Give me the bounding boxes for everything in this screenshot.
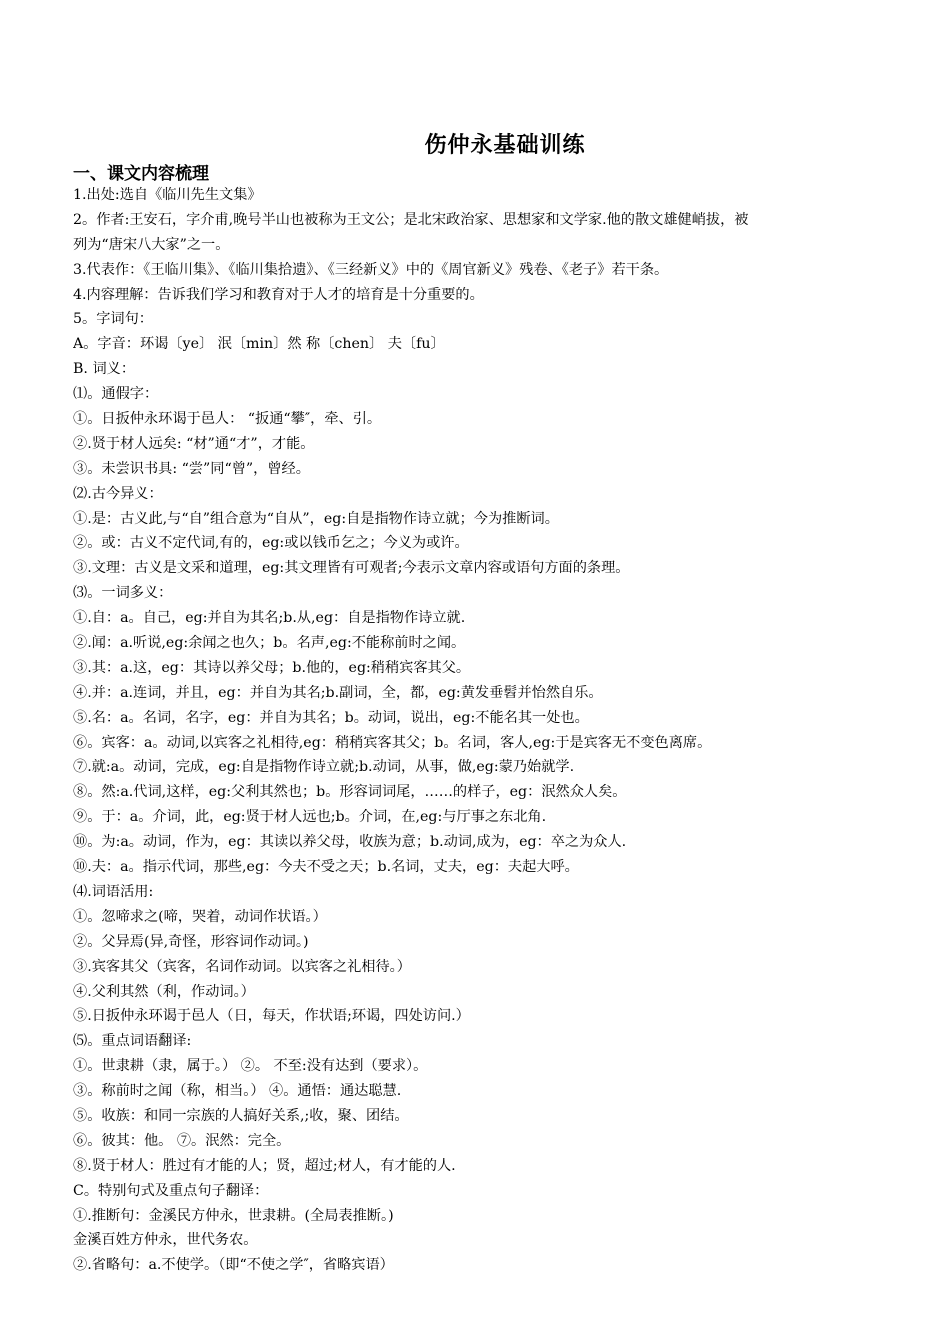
section-heading: 一、课文内容梳理 [73, 164, 209, 184]
text-line: ③.其：a.这，eg：其诗以养父母；b.他的，eg:稍稍宾客其父。 [73, 659, 471, 676]
text-line: ①。日扳仲永环谒于邑人： “扳通“攀″，牵、引。 [73, 411, 382, 428]
text-line: ⑵.古今异义： [73, 485, 163, 502]
text-line: C。特别句式及重点句子翻译： [73, 1182, 269, 1199]
text-line: 4.内容理解：告诉我们学习和教育对于人才的培育是十分重要的。 [73, 286, 484, 303]
text-line: ①。忽啼求之(啼，哭着，动词作状语。） [73, 908, 327, 925]
text-line: ⑩.夫：a。指示代词，那些,eg：今夫不受之天；b.名词，丈夫，eg：夫起大呼。 [73, 859, 579, 876]
text-line: ①.推断句：金溪民方仲永，世隶耕。(全局表推断。) [73, 1207, 394, 1224]
text-line: ⑶。一词多义： [73, 585, 173, 602]
text-line: 2。作者:王安石，字介甫,晚号半山也被称为王文公；是北宋政治家、思想家和文学家.他的散文雄健峭拔，被 [73, 211, 749, 228]
text-line: ③.宾客其父（宾客，名词作动词。以宾客之礼相待。） [73, 958, 411, 975]
text-line: ⑤。收族：和同一宗族的人搞好关系,;收，聚、团结。 [73, 1107, 409, 1124]
text-line: 列为“唐宋八大家”之一。 [73, 236, 230, 253]
text-line: ①.自：a。自己，eg:并自为其名;b.从,eg：自是指物作诗立就. [73, 610, 466, 627]
text-line: ③。未尝识书具: “尝”同“曾”，曾经。 [73, 460, 310, 477]
text-line: 3.代表作：《王临川集》、《临川集拾遗》、《三经新义》中的《周官新义》残卷、《老子》若干条。 [73, 261, 669, 278]
text-line: ②.省略句：a.不使学。（即“不使之学″，省略宾语） [73, 1257, 394, 1274]
text-line: ⑤.日扳仲永环谒于邑人（日，每天，作状语;环谒，四处访问.） [73, 1008, 470, 1025]
text-line: ⑥。宾客：a。动词,以宾客之礼相待,eg：稍稍宾客其父；b。名词，客人,eg:于是宾客无不变色离席。 [73, 734, 712, 751]
text-line: ③.文理：古义是文采和道理，eg:其文理皆有可观者;今表示文章内容或语句方面的条理。 [73, 560, 630, 577]
text-line: ①.是：古义此,与“自”组合意为“自从”，eg:自是指物作诗立就；今为推断词。 [73, 510, 559, 527]
text-line: ⑧。然:a.代词,这样，eg:父利其然也；b。形容词词尾，……的样子，eg：泯然众人矣。 [73, 784, 627, 801]
text-line: ②.贤于材人远矣: “材”通“才”，才能。 [73, 435, 315, 452]
text-line: ④.父利其然（利，作动词。） [73, 983, 255, 1000]
text-line: B. 词义： [73, 361, 136, 378]
text-line: ⑨。于：a。介词，此，eg:贤于材人远也;b。介词，在,eg:与厅事之东北角. [73, 809, 547, 826]
text-line: ⑴。通假字： [73, 386, 159, 403]
text-line: ⑷.词语活用: [73, 883, 154, 900]
text-line: ①。世隶耕（隶，属于。） ②。 不至:没有达到（要求）。 [73, 1058, 428, 1075]
document-title: 伤仲永基础训练 [424, 133, 586, 158]
text-line: ②。或：古义不定代词,有的，eg:或以钱币乞之；今义为或许。 [73, 535, 469, 552]
text-line: ③。称前时之闻（称，相当。） ④。通悟：通达聪慧. [73, 1083, 402, 1100]
text-line: 1.出处:选自《临川先生文集》 [73, 187, 262, 203]
text-line: ⑤.名：a。名词，名字，eg：并自为其名；b。动词，说出，eg:不能名其一处也。 [73, 709, 589, 726]
text-line: ⑧.贤于材人：胜过有才能的人；贤，超过;材人，有才能的人. [73, 1157, 456, 1174]
text-line: ②.闻：a.听说,eg:余闻之也久；b。名声,eg:不能称前时之闻。 [73, 635, 466, 652]
text-line: ⑸。重点词语翻译: [73, 1033, 192, 1050]
text-line: ④.并：a.连词，并且，eg：并自为其名;b.副词，全，都，eg:黄发垂髫并怡然自乐。 [73, 684, 603, 701]
text-line: 金溪百姓方仲永，世代务农。 [73, 1232, 258, 1249]
text-line: ⑦.就:a。动词，完成，eg:自是指物作诗立就;b.动词，从事，做,eg:蒙乃始就学. [73, 759, 575, 776]
text-line: 5。字词句： [73, 311, 153, 328]
text-line: ⑥。彼其：他。 ⑦。泯然：完全。 [73, 1132, 291, 1149]
text-line: A。字音：环谒〔ye〕 泯〔min〕然 称〔chen〕 夫〔fu〕 [73, 336, 445, 353]
document-body [73, 183, 903, 1278]
text-line: ②。父异焉(异,奇怪，形容词作动词。) [73, 933, 309, 950]
text-line: ⑩。为:a。动词，作为，eg：其读以养父母，收族为意；b.动词,成为，eg：卒之为众人. [73, 834, 627, 851]
